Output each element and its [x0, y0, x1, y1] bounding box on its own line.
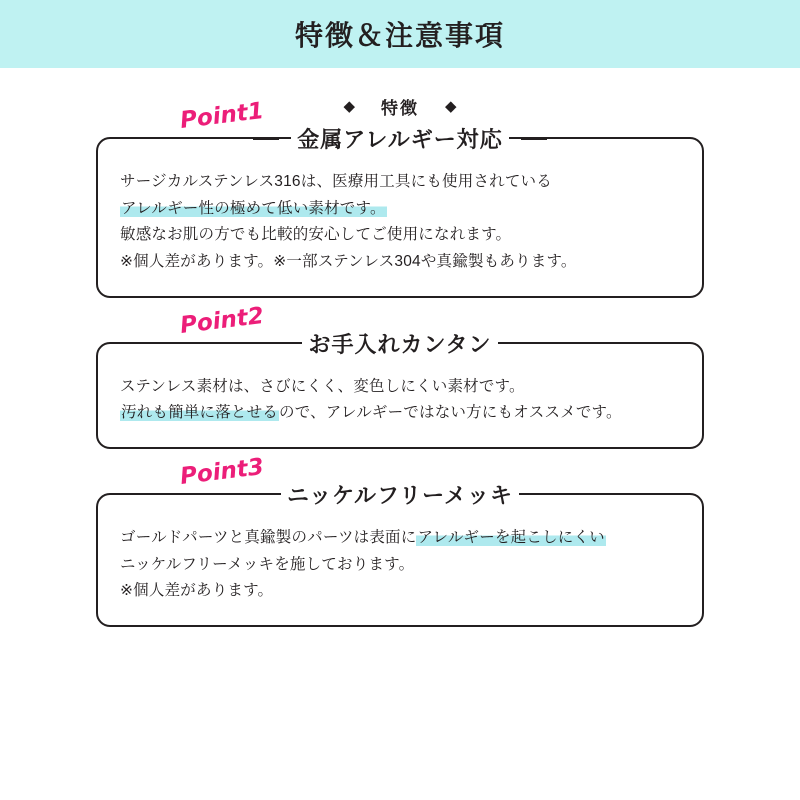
text-pre: ※個人差があります。: [120, 582, 274, 600]
point-badge: Point3: [178, 453, 266, 490]
section-label: [0, 94, 800, 119]
point-body-line: [120, 578, 680, 605]
heading-rule-left: [253, 138, 279, 140]
point-box: [96, 482, 704, 627]
point-title: 金属アレルギー対応: [291, 123, 509, 154]
page-title: 特徴＆注意事項: [294, 20, 505, 51]
point-body-line: [120, 169, 680, 196]
point-badge: Point2: [178, 302, 266, 339]
heading-rule-left: [264, 342, 290, 344]
diamond-right-icon: ◆: [445, 98, 457, 115]
point-body-line: [120, 552, 680, 579]
point-body-line: [120, 196, 680, 223]
point-block: [96, 453, 704, 627]
text-highlight: アレルギー性の極めて低い素材です。: [121, 199, 386, 217]
heading-rule-right: [531, 493, 557, 495]
point-box: [96, 331, 704, 449]
point-body-line: [120, 249, 680, 276]
point-heading: [98, 123, 702, 154]
point-box: [96, 127, 704, 298]
heading-rule-right: [521, 138, 547, 140]
diamond-left-icon: ◆: [343, 98, 355, 115]
point-heading: [98, 328, 702, 359]
point-body-line: [120, 222, 680, 249]
point-badge: Point1: [178, 97, 266, 135]
point-block: [96, 302, 704, 449]
text-highlight: 汚れも簡単に落とせる: [121, 404, 279, 422]
heading-rule-left: [243, 493, 269, 495]
point-body-line: [120, 400, 680, 427]
text-pre: ※個人差があります。※一部ステンレス304や真鍮製もあります。: [120, 252, 577, 270]
text-pre: ニッケルフリーメッキを施しております。: [120, 555, 415, 573]
text-pre: サージカルステンレス316は、医療用工具にも使用されている: [120, 173, 552, 190]
point-heading: [98, 479, 702, 510]
point-body-line: [120, 374, 680, 401]
point-title: お手入れカンタン: [302, 328, 497, 359]
text-pre: 敏感なお肌の方でも比較的安心してご使用になれます。: [120, 226, 512, 244]
text-highlight: アレルギーを起こしにくい: [417, 528, 605, 546]
section-label-text: 特徴: [381, 99, 419, 118]
text-pre: ステンレス素材は、さびにくく、変色しにくい素材です。: [120, 377, 525, 395]
text-pre: ゴールドパーツと真鍮製のパーツは表面に: [120, 528, 417, 546]
page-header: [0, 0, 800, 68]
heading-rule-right: [510, 342, 536, 344]
point-title: ニッケルフリーメッキ: [281, 479, 519, 510]
text-post: ので、アレルギーではない方にもオススメです。: [279, 404, 622, 422]
point-body-line: [120, 525, 680, 552]
